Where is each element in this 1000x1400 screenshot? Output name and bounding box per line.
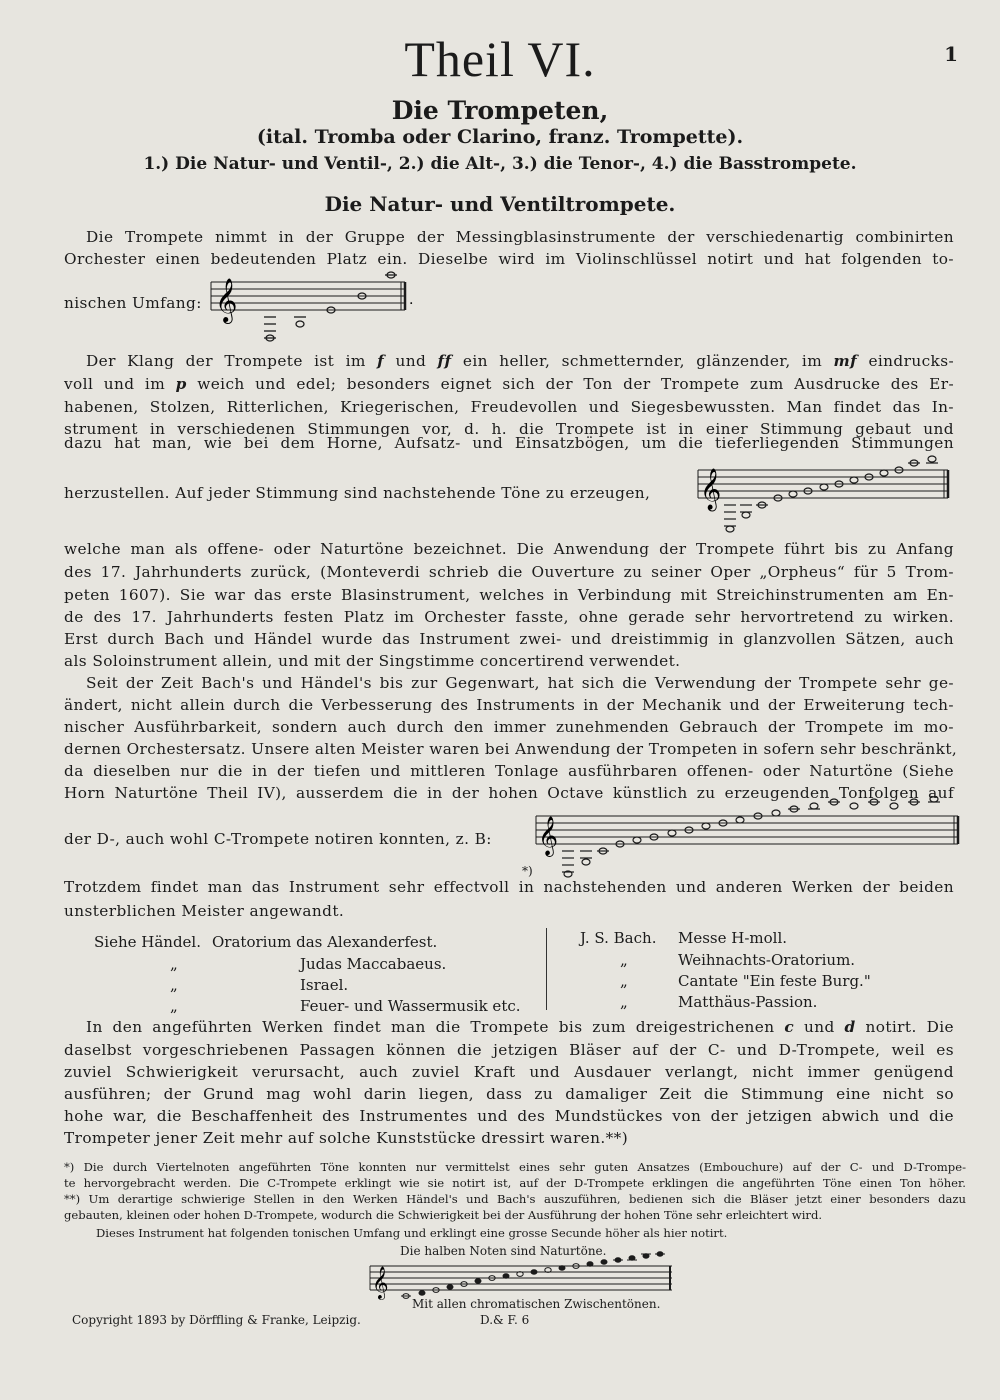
text-line: des 17. Jahrhunderts zurück, (Monteverdi schrieb die Ouverture zu seiner Oper „Orpheus“ für 5 Trom-: [64, 563, 954, 581]
text-line: zuviel Schwierigkeit verursacht, auch zuviel Kraft und Ausdauer verlangt, nicht immer genügend: [64, 1063, 954, 1081]
text-line: peten 1607). Sie war das erste Blasinstrument, welches in Verbindung mit Streichinstrumenten am En-: [64, 586, 954, 604]
text-line: strument in verschiedenen Stimmungen vor, d. h. die Trompete ist in einer Stimmung gebaut und: [64, 420, 954, 438]
ditto-mark: „: [170, 955, 178, 973]
trumpet-types: 1.) Die Natur- und Ventil-, 2.) die Alt-, 3.) die Tenor-, 4.) die Basstrompete.: [143, 154, 857, 174]
text-line: nischer Ausführbarkeit, sondern auch durch den immer zunehmenden Gebrauch der Trompete im mo-: [64, 718, 954, 736]
ditto-mark: „: [170, 976, 178, 994]
d-trumpet-staff: [366, 1250, 676, 1302]
text-line: ändert, nicht allein durch die Verbesserung des Instruments in der Mechanik und der Erweiterung tech-: [64, 696, 954, 714]
text-line: habenen, Stolzen, Ritterlichen, Kriegerischen, Freudevollen und Siegesbewussten. Man findet das In-: [64, 398, 954, 416]
text-line: da dieselben nur die in der tiefen und mittleren Tonlage ausführbaren offenen- oder Naturtöne (Siehe: [64, 762, 954, 780]
instrument-names: (ital. Tromba oder Clarino, franz. Trompette).: [256, 126, 744, 148]
text-line: de des 17. Jahrhunderts festen Platz im Orchester fasste, ohne gerade sehr hervortretend zu wirken.: [64, 608, 954, 626]
footnote-line: **) Um derartige schwierige Stellen in den Werken Händel's und Bach's auszuführen, bedienen sich die Bläser jetzt einer besonders dazu: [64, 1192, 966, 1206]
text-line: Seit der Zeit Bach's und Händel's bis zur Gegenwart, hat sich die Verwendung der Trompete sehr ge-: [86, 674, 954, 692]
text-line: herzustellen. Auf jeder Stimmung sind nachstehende Töne zu erzeugen,: [64, 484, 651, 502]
ditto-mark: „: [620, 993, 628, 1011]
text-line: welche man als offene- oder Naturtöne bezeichnet. Die Anwendung der Trompete führt bis zu Anfang: [64, 540, 954, 558]
page-number: 1: [944, 42, 958, 66]
footnote-line: Dieses Instrument hat folgenden tonischen Umfang und erklingt eine grosse Secunde höher als hier notirt.: [96, 1226, 728, 1240]
treble-clef-icon: 𝄞: [538, 816, 559, 856]
footnote-line: gebauten, kleinen oder hohen D-Trompete, wodurch die Schwierigkeit bei der Ausführung der hohen Töne sehr erleichtert wird.: [64, 1208, 823, 1222]
staff-caption: Mit allen chromatischen Zwischentönen.: [412, 1297, 661, 1311]
bach-work: Matthäus-Passion.: [678, 993, 818, 1011]
footnote-marker: *): [522, 864, 533, 878]
footnote-line: te hervorgebracht werden. Die C-Trompete erklingt wie sie notirt ist, auf der D-Trompete erklingen die angeführten Töne einen Ton höher.: [64, 1176, 966, 1190]
handel-work: Israel.: [300, 976, 349, 994]
natural-tones-staff: [692, 440, 960, 536]
text-line: als Soloinstrument allein, und mit der Singstimme concertirend verwendet.: [64, 652, 681, 670]
text-line: Horn Naturtöne Theil IV), ausserdem die in der hohen Octave künstlich zu erzeugenden Tonfolgen auf: [64, 784, 954, 802]
handel-work: Oratorium das Alexanderfest.: [212, 933, 438, 951]
bach-work: Messe H-moll.: [678, 929, 788, 947]
text-line: In den angeführten Werken findet man die Trompete bis zum dreigestrichenen c und d notirt. Die: [86, 1018, 954, 1036]
handel-work: Judas Maccabaeus.: [300, 955, 447, 973]
staff-caption: Die halben Noten sind Naturtöne.: [400, 1244, 607, 1258]
section-title: Die Natur- und Ventiltrompete.: [324, 192, 676, 216]
high-octave-staff: [532, 796, 964, 882]
text-line: hohe war, die Beschaffenheit des Instrumentes und des Mundstückes von der jetzigen abwich und die: [64, 1107, 954, 1125]
plate-number: D.& F. 6: [480, 1313, 530, 1327]
ditto-mark: „: [170, 997, 178, 1015]
text-line: Trotzdem findet man das Instrument sehr effectvoll in nachstehenden und anderen Werken der beiden: [64, 878, 954, 896]
text-line: dazu hat man, wie bei dem Horne, Aufsatz- und Einsatzbögen, um die tieferliegenden Stimmungen: [64, 434, 954, 452]
footnote-line: *) Die durch Viertelnoten angeführten Töne konnten nur vermittelst eines sehr guten Ansatzes (Embouchure) auf der C- und D-Trompe-: [64, 1160, 966, 1174]
text-line: ausführen; der Grund mag wohl darin liegen, dass zu damaliger Zeit die Stimmung eine nicht so: [64, 1085, 954, 1103]
page-title: Theil VI.: [404, 31, 596, 87]
text-line: Erst durch Bach und Händel wurde das Instrument zwei- und dreistimmig in glanzvollen Sätzen, auch: [64, 630, 954, 648]
handel-intro: Siehe Händel.: [94, 933, 201, 951]
subtitle: Die Trompeten,: [391, 96, 609, 125]
treble-clef-icon: 𝄞: [215, 278, 238, 322]
text-line: Orchester einen bedeutenden Platz ein. Dieselbe wird im Violinschlüssel notirt und hat folgenden to-: [64, 250, 954, 268]
bach-work: Weihnachts-Oratorium.: [678, 951, 856, 969]
text-line: Die Trompete nimmt in der Gruppe der Messingblasinstrumente der verschiedenartig combinirten: [86, 228, 954, 246]
works-divider: [546, 928, 547, 1010]
text-line: voll und im p weich und edel; besonders eignet sich der Ton der Trompete zum Ausdrucke des Er-: [64, 375, 955, 393]
ditto-mark: „: [620, 951, 628, 969]
copyright: Copyright 1893 by Dörffling & Franke, Leipzig.: [72, 1313, 361, 1327]
text-line: Trompeter jener Zeit mehr auf solche Kunststücke dressirt waren.**): [64, 1129, 629, 1147]
bach-intro: J. S. Bach.: [580, 929, 657, 947]
text-line: daselbst vorgeschriebenen Passagen können die jetzigen Bläser auf der C- und D-Trompete, weil es: [64, 1041, 954, 1059]
svg-text:.: .: [409, 292, 414, 308]
text-line: Der Klang der Trompete ist im f und ff ein heller, schmetternder, glänzender, im mf eindrucks-: [86, 352, 955, 370]
treble-clef-icon: 𝄞: [700, 469, 722, 510]
bach-work: Cantate "Ein feste Burg.": [678, 972, 871, 990]
text-line: dernen Orchestersatz. Unsere alten Meister waren bei Anwendung der Trompeten in sofern sehr beschränkt,: [64, 740, 958, 758]
text-line: unsterblichen Meister angewandt.: [64, 902, 345, 920]
text-line: nischen Umfang:: [64, 294, 202, 312]
text-line: der D-, auch wohl C-Trompete notiren konnten, z. B:: [64, 830, 492, 848]
treble-clef-icon: 𝄞: [372, 1266, 389, 1299]
ditto-mark: „: [620, 972, 628, 990]
range-staff: [205, 270, 420, 342]
handel-work: Feuer- und Wassermusik etc.: [300, 997, 521, 1015]
